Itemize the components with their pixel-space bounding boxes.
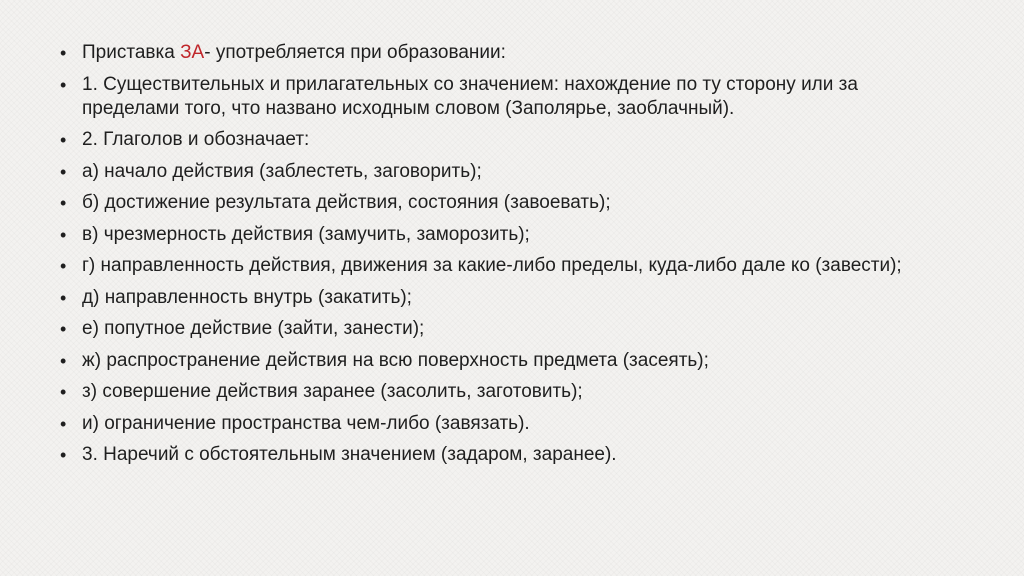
list-item [60, 349, 960, 373]
bullet-icon: • [60, 130, 67, 150]
bullet-icon: • [60, 256, 67, 276]
item-text: а) начало действия (заблестеть, заговорить); [82, 160, 482, 182]
bullet-icon: • [60, 193, 67, 213]
bullet-icon: • [60, 43, 67, 63]
item-text: д) направленность внутрь (закатить); [82, 286, 412, 308]
list-item [60, 254, 960, 278]
bullet-list [60, 41, 960, 467]
bullet-icon: • [60, 74, 67, 95]
item-text: ж) распространение действия на всю поверхность предмета (засеять); [82, 349, 709, 371]
item-text: и) ограничение пространства чем-либо (завязать). [82, 412, 530, 434]
item-text: з) совершение действия заранее (засолить, заготовить); [82, 381, 583, 402]
item-text: б) достижение результата действия, состояния (завоевать); [82, 192, 611, 213]
bullet-icon: • [60, 350, 67, 371]
item-text-prefix: Приставка [82, 42, 181, 63]
list-item [60, 128, 960, 152]
bullet-icon: • [60, 382, 67, 402]
bullet-icon: • [60, 161, 67, 182]
list-item [60, 41, 960, 65]
list-item [60, 191, 960, 215]
prefix-highlight: ЗА [180, 42, 205, 63]
list-item [60, 73, 960, 121]
bullet-icon: • [60, 319, 67, 339]
bullet-icon: • [60, 445, 67, 465]
bullet-icon: • [60, 413, 67, 434]
item-text: 1. Существительных и прилагательных со значением: нахождение по ту сторону или за пределами того, что названо исходным словом (Заполярье, заоблачный). [82, 73, 858, 119]
list-item [60, 160, 960, 184]
slide-content [60, 41, 960, 475]
item-text: 2. Глаголов и обозначает: [82, 129, 310, 150]
bullet-icon: • [60, 287, 67, 308]
list-item [60, 412, 960, 436]
bullet-icon: • [60, 224, 67, 245]
list-item [60, 223, 960, 247]
list-item [60, 317, 960, 341]
item-text: в) чрезмерность действия (замучить, заморозить); [82, 223, 530, 245]
item-text: 3. Наречий с обстоятельным значением (задаром, заранее). [82, 444, 617, 465]
item-text: г) направленность действия, движения за какие-либо пределы, куда-либо дале ко (завести); [82, 255, 902, 276]
item-text-suffix: - употребляется при образовании: [204, 42, 506, 63]
list-item [60, 443, 960, 467]
list-item [60, 380, 960, 404]
list-item [60, 286, 960, 310]
item-text: е) попутное действие (зайти, занести); [82, 318, 425, 339]
